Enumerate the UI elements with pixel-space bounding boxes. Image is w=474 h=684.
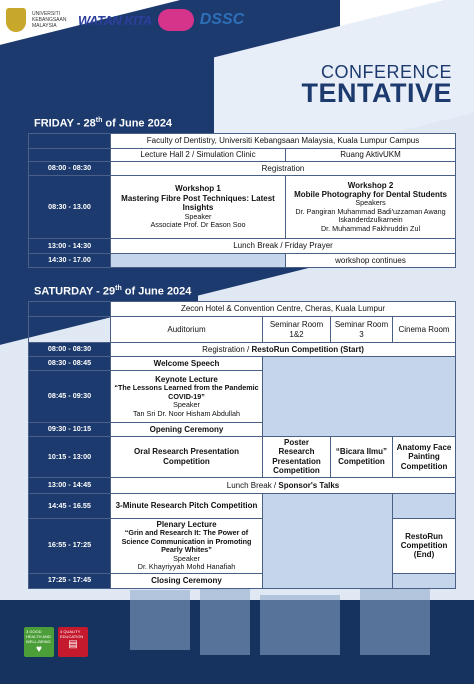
lunch-cell: Lunch Break / Friday Prayer (111, 239, 456, 254)
time-cell: 08:30 - 13.00 (29, 176, 111, 239)
saturday-venue: Zecon Hotel & Convention Centre, Cheras, Kuala Lumpur (111, 302, 456, 317)
research-pitch-cell: 3-Minute Research Pitch Competition (111, 493, 263, 518)
friday-header: FRIDAY - 28th of June 2024 (28, 115, 188, 133)
time-cell: 13:00 - 14:30 (29, 239, 111, 254)
anatomy-face-painting-cell: Anatomy Face Painting Competition (393, 437, 456, 478)
time-cell: 08:00 - 08:30 (29, 343, 111, 357)
bicara-ilmu-cell: “Bicara Ilmu” Competition (331, 437, 393, 478)
time-cell: 13:00 - 14:45 (29, 477, 111, 493)
time-cell: 10:15 - 13:00 (29, 437, 111, 478)
friday-venue: Faculty of Dentistry, Universiti Kebangsaan Malaysia, Kuala Lumpur Campus (111, 134, 456, 149)
ukm-crest-logo (6, 8, 26, 32)
sdg-3-badge: 3 GOOD HEALTH AND WELL-BEING ♥ (24, 627, 54, 657)
empty-cell (393, 573, 456, 588)
watan-kita-logo: WATAN KITA (78, 12, 152, 28)
title-tentative: TENTATIVE (301, 78, 452, 108)
event-logo (158, 9, 194, 31)
saturday-header: SATURDAY - 29th of June 2024 (28, 283, 198, 301)
restorun-end-cell: RestoRun Competition (End) (393, 518, 456, 573)
opening-ceremony-cell: Opening Ceremony (111, 423, 263, 437)
keynote-cell: Keynote Lecture “The Lessons Learned from the Pandemic COVID-19” Speaker Tan Sri Dr. Noor Hisham Abdullah (111, 371, 263, 423)
time-cell: 08:30 - 08:45 (29, 357, 111, 371)
saturday-schedule-table (28, 301, 456, 589)
book-icon: ▤ (68, 639, 78, 650)
registration-cell: Registration / RestoRun Competition (Start) (111, 343, 456, 357)
sdg-4-badge: 4 QUALITY EDUCATION ▤ (58, 627, 88, 657)
logo-bar (6, 8, 244, 32)
plenary-cell: Plenary Lecture “Grin and Research It: The Power of Science Communication in Promoting Pearly Whites” Speaker Dr. Khayriyyah Mohd Hanafiah (111, 518, 263, 573)
empty-cell (393, 493, 456, 518)
closing-ceremony-cell: Closing Ceremony (111, 573, 263, 588)
oral-presentation-cell: Oral Research Presentation Competition (111, 437, 263, 478)
title-conference: CONFERENCE (320, 62, 452, 82)
friday-schedule-table (28, 133, 456, 268)
time-cell: 17:25 - 17:45 (29, 573, 111, 588)
registration-cell: Registration (111, 162, 456, 176)
workshop-continues-cell: workshop continues (286, 254, 456, 268)
friday-room-1: Lecture Hall 2 / Simulation Clinic (111, 149, 286, 162)
empty-cell (263, 493, 393, 588)
time-cell: 14:30 - 17.00 (29, 254, 111, 268)
time-cell: 16:55 - 17:25 (29, 518, 111, 573)
time-cell: 08:45 - 09:30 (29, 371, 111, 423)
room-seminar-1-2: Seminar Room 1&2 (263, 317, 331, 343)
workshop-1-cell: Workshop 1 Mastering Fibre Post Techniques: Latest Insights Speaker Associate Prof. Dr Eason Soo (111, 176, 286, 239)
lunch-sponsor-cell: Lunch Break / Sponsor's Talks (111, 477, 456, 493)
workshop-2-cell: Workshop 2 Mobile Photography for Dental Students Speakers Dr. Pangiran Muhammad Badi'uzzaman Awang Iskanderdzulkarnein Dr. Muhammad Fakhruddin Zul (286, 176, 456, 239)
room-seminar-3: Seminar Room 3 (331, 317, 393, 343)
time-cell: 08:00 - 08:30 (29, 162, 111, 176)
time-cell: 14:45 - 16.55 (29, 493, 111, 518)
heartbeat-icon: ♥ (36, 644, 42, 655)
dssc-logo: DSSC (199, 11, 245, 28)
welcome-speech-cell: Welcome Speech (111, 357, 263, 371)
time-cell: 09:30 - 10:15 (29, 423, 111, 437)
friday-room-2: Ruang AktivUKM (286, 149, 456, 162)
ukm-logo-text: UNIVERSITI KEBANGSAAN MALAYSIA (32, 11, 67, 29)
empty-cell (263, 357, 456, 437)
room-cinema: Cinema Room (393, 317, 456, 343)
empty-cell (111, 254, 286, 268)
room-auditorium: Auditorium (111, 317, 263, 343)
poster-presentation-cell: Poster Research Presentation Competition (263, 437, 331, 478)
